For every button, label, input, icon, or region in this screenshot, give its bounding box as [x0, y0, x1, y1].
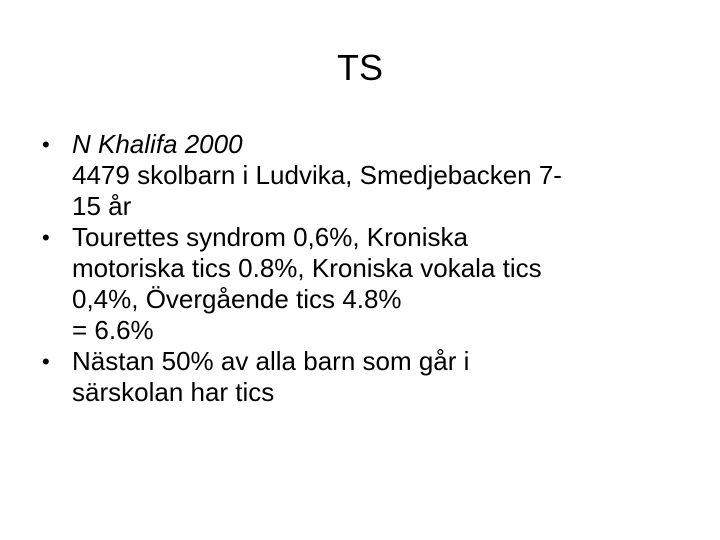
bullet-icon: •	[42, 349, 50, 374]
prevalence-line-1: Tourettes syndrom 0,6%, Kroniska	[72, 222, 468, 252]
special-school-line-1: Nästan 50% av alla barn som går i	[72, 346, 470, 376]
bullet-item-special-school	[42, 346, 682, 408]
prevalence-line-2: motoriska tics 0.8%, Kroniska vokala tics	[72, 253, 542, 283]
bullet-icon: •	[42, 132, 50, 157]
special-school-line-2: särskolan har tics	[72, 377, 275, 407]
bullet-list	[42, 129, 682, 408]
study-sample-line-1: 4479 skolbarn i Ludvika, Smedjebacken 7-	[72, 160, 562, 190]
study-reference: N Khalifa 2000	[72, 129, 243, 159]
prevalence-line-3: 0,4%, Övergående tics 4.8%	[72, 284, 402, 314]
study-sample-line-2: 15 år	[72, 191, 132, 221]
bullet-item-study	[42, 129, 682, 222]
slide-title: TS	[336, 47, 383, 88]
bullet-item-prevalence	[42, 222, 682, 346]
prevalence-total: = 6.6%	[72, 315, 154, 345]
bullet-icon: •	[42, 225, 50, 250]
